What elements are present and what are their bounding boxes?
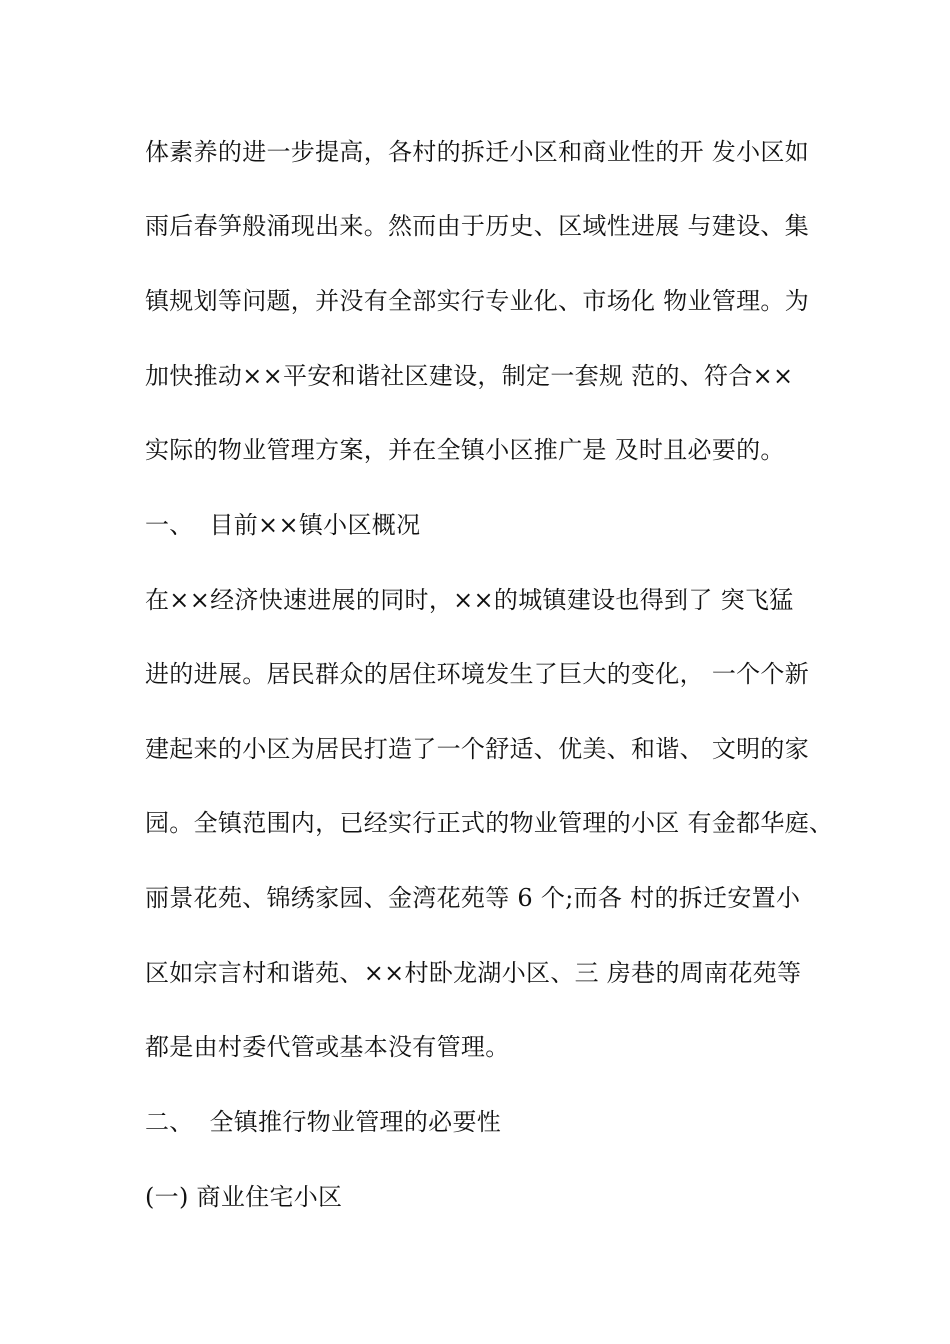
section-heading: 一、 目前××镇小区概况 xyxy=(145,511,421,539)
paragraph-line: 在××经济快速进展的同时，××的城镇建设也得到了 突飞猛 xyxy=(145,586,794,614)
paragraph-line: 实际的物业管理方案，并在全镇小区推广是 及时且必要的。 xyxy=(145,436,785,464)
paragraph-line: 园。全镇范围内，已经实行正式的物业管理的小区 有金都华庭、 xyxy=(145,809,834,837)
paragraph-line: 都是由村委代管或基本没有管理。 xyxy=(145,1033,510,1061)
paragraph-line: 建起来的小区为居民打造了一个舒适、优美、和谐、 文明的家 xyxy=(145,735,810,763)
paragraph-line: 丽景花苑、锦绣家园、金湾花苑等 6 个;而各 村的拆迁安置小 xyxy=(145,884,801,912)
paragraph-line: 镇规划等问题，并没有全部实行专业化、市场化 物业管理。为 xyxy=(145,287,810,315)
section-heading: 二、 全镇推行物业管理的必要性 xyxy=(145,1108,502,1136)
paragraph-line: 体素养的进一步提高，各村的拆迁小区和商业性的开 发小区如 xyxy=(145,138,810,166)
subsection-heading: (一) 商业住宅小区 xyxy=(145,1183,343,1211)
paragraph-line: 雨后春笋般涌现出来。然而由于历史、区域性进展 与建设、集 xyxy=(145,212,810,240)
paragraph-line: 加快推动××平安和谐社区建设，制定一套规 范的、符合×× xyxy=(145,362,794,390)
paragraph-line: 区如宗言村和谐苑、××村卧龙湖小区、三 房巷的周南花苑等 xyxy=(145,959,802,987)
paragraph-line: 进的进展。居民群众的居住环境发生了巨大的变化， 一个个新 xyxy=(145,660,810,688)
